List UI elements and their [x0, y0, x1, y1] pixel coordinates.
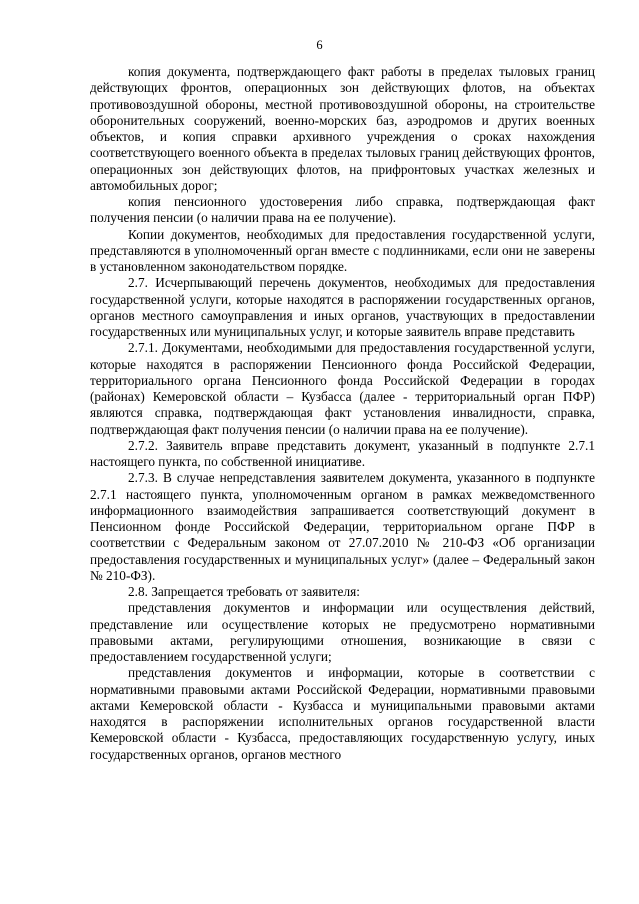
paragraph: 2.7.2. Заявитель вправе представить документ, указанный в подпункте 2.7.1 настоящего пункта, по собственной инициативе.: [90, 437, 595, 469]
paragraph: 2.7. Исчерпывающий перечень документов, необходимых для предоставления государственной услуги, которые находятся в распоряжении государственных органов, органов местного самоуправления и иных органов, участвующих в предоставлении государственных или муниципальных услуг, и которые заявитель вправе представить: [90, 275, 595, 339]
paragraph: Копии документов, необходимых для предоставления государственной услуги, представляются в уполномоченный орган вместе с подлинниками, если они не заверены в установленном законодательством порядке.: [90, 226, 595, 274]
paragraph: представления документов и информации или осуществления действий, представление или осуществление которых не предусмотрено нормативными правовыми актами, регулирующими отношения, возникающие в связи с предоставлением государственной услуги;: [90, 600, 595, 664]
paragraph: представления документов и информации, которые в соответствии с нормативными правовыми актами Российской Федерации, нормативными правовыми актами Кемеровской области - Кузбасса и муниципальными правовыми актами находятся в распоряжении исполнительных органов государственной власти Кемеровской области - Кузбасса, предоставляющих государственную услугу, иных государственных органов, органов местного: [90, 665, 595, 762]
document-body: [90, 64, 595, 763]
paragraph: копия документа, подтверждающего факт работы в пределах тыловых границ действующих фронтов, операционных зон действующих флотов, на объектах противовоздушной обороны, местной противовоздушной обороны, на строительстве оборонительных сооружений, военно-морских баз, аэродромов и других военных объектов, и копия справки архивного учреждения о сроках нахождения соответствующего военного объекта в пределах тыловых границ действующих фронтов, операционных зон действующих флотов, на прифронтовых участках железных и автомобильных дорог;: [90, 64, 595, 193]
paragraph: 2.8. Запрещается требовать от заявителя:: [128, 584, 360, 599]
paragraph: копия пенсионного удостоверения либо справка, подтверждающая факт получения пенсии (о наличии права на ее получение).: [90, 194, 595, 226]
page-number: 6: [316, 38, 323, 52]
paragraph: 2.7.3. В случае непредставления заявителем документа, указанного в подпункте 2.7.1 настоящего пункта, уполномоченным органом в рамках межведомственного информационного взаимодействия запрашивается соответствующий документ в Пенсионном фонде Российской Федерации, территориальном органе ПФР в соответствии с Федеральным законом от 27.07.2010 № 210-ФЗ «Об организации предоставления государственных и муниципальных услуг» (далее – Федеральный закон № 210-ФЗ).: [90, 470, 595, 583]
paragraph: 2.7.1. Документами, необходимыми для предоставления государственной услуги, которые находятся в распоряжении Пенсионного фонда Российской Федерации, территориального органа Пенсионного фонда Российской Федерации в городах (районах) Кемеровской области – Кузбасса (далее - территориальный орган ПФР) являются справка, подтверждающая факт установления инвалидности, справка, подтверждающая факт получения пенсии (о наличии права на ее получение).: [90, 340, 595, 437]
